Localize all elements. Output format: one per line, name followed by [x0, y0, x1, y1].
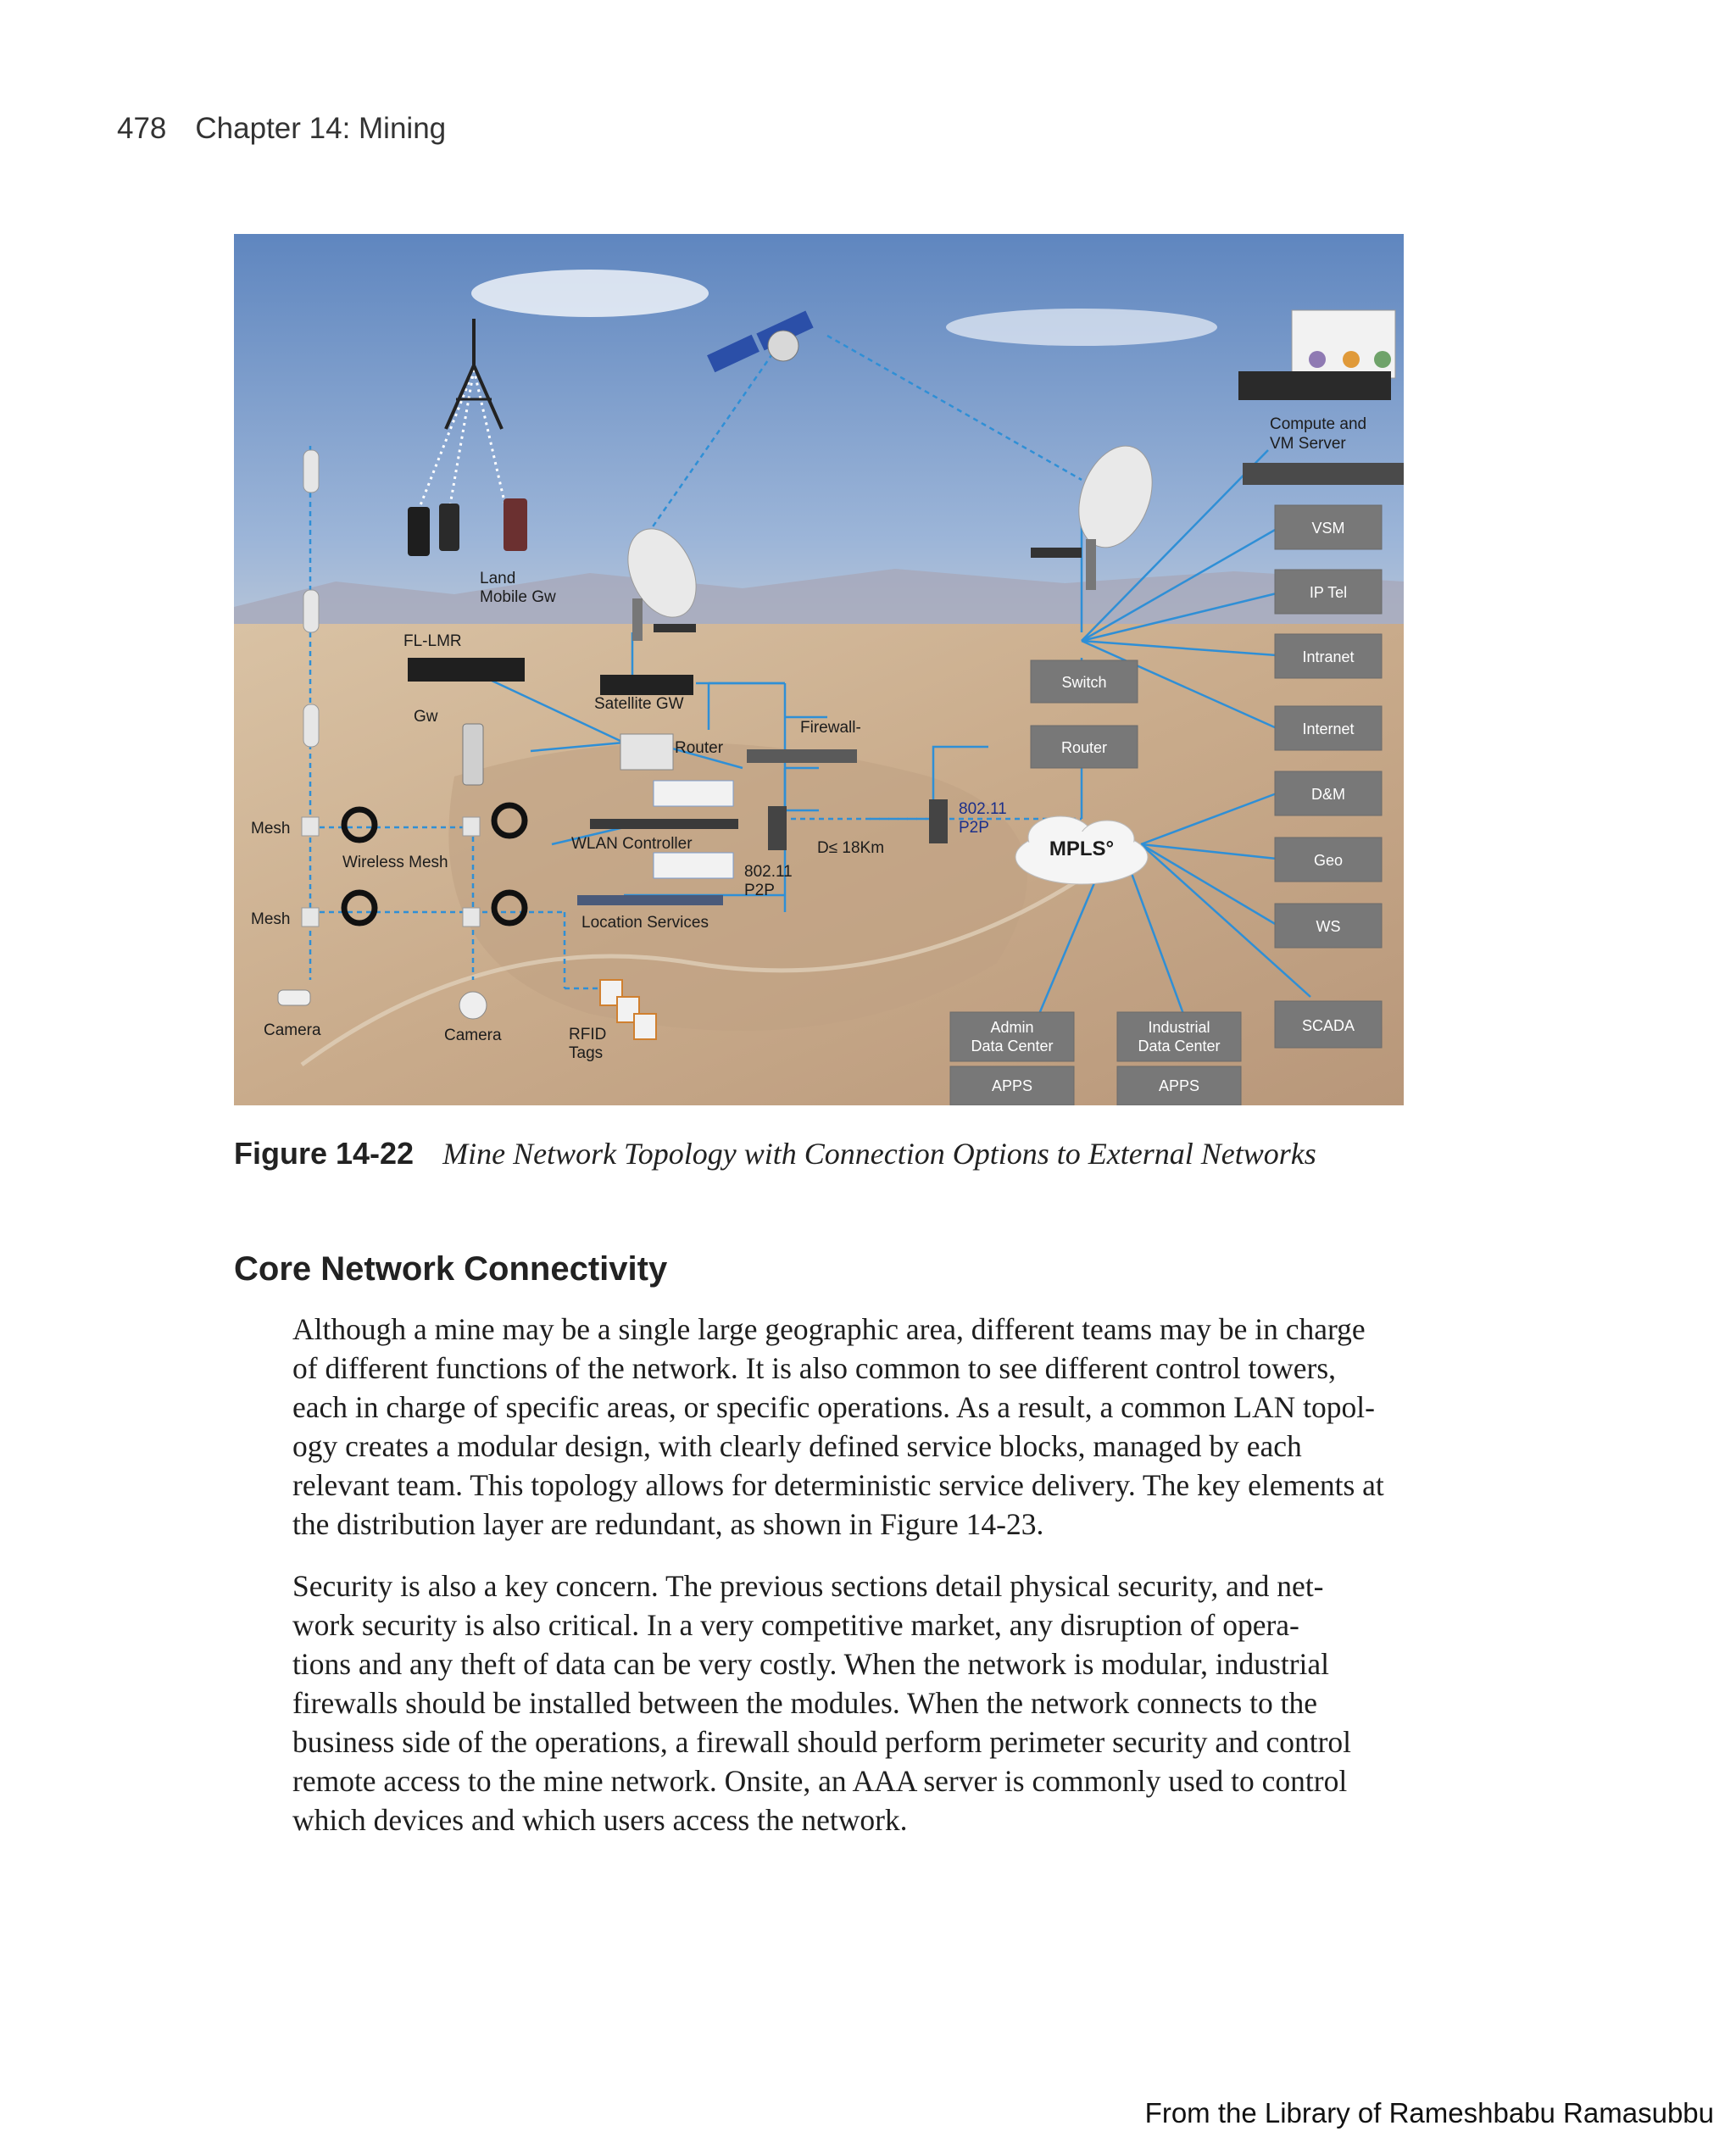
running-head [117, 112, 446, 146]
land-mobile-gw-label: Land [480, 570, 516, 587]
text-line: of different functions of the network. It is also common to see different control towers, [292, 1351, 1337, 1385]
camera-label-2: Camera [444, 1027, 502, 1044]
industrial-data-center [1117, 1012, 1241, 1105]
text-line: which devices and which users access the network. [292, 1803, 908, 1837]
p2p-left-label: 802.11 [744, 863, 793, 881]
wlan-rack-device [590, 819, 738, 829]
firewall-device [747, 749, 857, 763]
router-device [620, 734, 673, 770]
svg-text:Industrial: Industrial [1148, 1019, 1210, 1036]
service-internet [1275, 706, 1382, 750]
wlan-controller-2-device [654, 853, 733, 878]
cloud [946, 309, 1217, 346]
svg-text:D&M: D&M [1311, 786, 1345, 803]
service-intranet [1275, 634, 1382, 678]
figure-caption [234, 1136, 1316, 1171]
svg-text:VSM: VSM [1311, 520, 1345, 537]
compute-server-label: VM Server [1270, 435, 1346, 453]
router-label: Router [675, 739, 724, 757]
p2p-right-label: P2P [959, 819, 989, 837]
network-topology-figure [234, 234, 1404, 1105]
gw-label: Gw [414, 708, 438, 726]
text-line: remote access to the mine network. Onsite, an AAA server is commonly used to control [292, 1764, 1348, 1798]
fl-lmr-label: FL-LMR [403, 632, 462, 650]
text-line: work security is also critical. In a very competitive market, any disruption of opera- [292, 1608, 1299, 1642]
text-line: firewalls should be installed between the modules. When the network connects to the [292, 1686, 1317, 1720]
svg-text:Data Center: Data Center [1138, 1038, 1221, 1055]
text-line: tions and any theft of data can be very costly. When the network is modular, industrial [292, 1647, 1329, 1681]
svg-text:Data Center: Data Center [971, 1038, 1054, 1055]
location-server-device [577, 895, 723, 905]
section-heading: Core Network Connectivity [234, 1250, 668, 1288]
wireless-mesh-label: Wireless Mesh [342, 854, 448, 871]
mesh-label-1: Mesh [251, 820, 291, 837]
text-line: the distribution layer are redundant, as shown in Figure 14-23. [292, 1507, 1044, 1541]
svg-text:IP Tel: IP Tel [1309, 584, 1348, 601]
p2p-right-label: 802.11 [959, 800, 1007, 818]
service-vsm [1275, 505, 1382, 549]
svg-text:Router: Router [1060, 739, 1108, 756]
text-line: each in charge of specific areas, or specific operations. As a result, a common LAN topol- [292, 1390, 1375, 1424]
library-footer: From the Library of Rameshbabu Ramasubbu [1144, 2097, 1714, 2129]
text-line: ogy creates a modular design, with clearly defined service blocks, managed by each [292, 1429, 1302, 1463]
service-geo [1275, 837, 1382, 882]
cloud [471, 270, 709, 317]
svg-text:APPS: APPS [1158, 1077, 1200, 1094]
svg-text:Switch: Switch [1061, 674, 1107, 691]
mesh-label-2: Mesh [251, 910, 291, 928]
figure-title: Mine Network Topology with Connection Options to External Networks [442, 1137, 1316, 1171]
service-scada [1275, 1001, 1382, 1048]
satellite-gw-device [600, 675, 693, 695]
switch-box [1031, 660, 1138, 703]
text-line: Security is also a key concern. The previous sections detail physical security, and net- [292, 1569, 1324, 1603]
paragraph-2 [292, 1566, 1445, 1839]
router-box [1031, 726, 1138, 768]
firewall-label: Firewall- [800, 719, 861, 737]
p2p-left-label: P2P [744, 882, 775, 899]
figure-number: Figure 14-22 [234, 1136, 415, 1171]
page-number: 478 [117, 112, 167, 145]
topology-diagram [234, 234, 1404, 1105]
svg-text:Intranet: Intranet [1302, 648, 1355, 665]
compute-server-label: Compute and [1270, 415, 1367, 433]
distance-label: D≤ 18Km [817, 839, 885, 857]
svg-text:Internet: Internet [1302, 721, 1355, 737]
paragraph-1 [292, 1310, 1445, 1544]
admin-data-center [950, 1012, 1074, 1105]
satellite-gw-label: Satellite GW [594, 695, 684, 713]
service-dm [1275, 771, 1382, 815]
svg-text:Geo: Geo [1313, 852, 1344, 869]
fl-lmr-device [408, 658, 525, 682]
svg-text:SCADA: SCADA [1301, 1017, 1355, 1034]
wlan-controller-label: WLAN Controller [571, 835, 693, 853]
text-line: Although a mine may be a single large geographic area, different teams may be in charge [292, 1312, 1366, 1346]
p2p-antenna-right [929, 799, 948, 843]
p2p-antenna-left [768, 806, 787, 850]
camera-label-1: Camera [264, 1021, 321, 1039]
service-ws [1275, 904, 1382, 948]
wlan-controller-device [654, 781, 733, 806]
text-line: relevant team. This topology allows for deterministic service delivery. The key elements at [292, 1468, 1384, 1502]
svg-text:APPS: APPS [991, 1077, 1033, 1094]
service-ip-tel [1275, 570, 1382, 614]
location-services-label: Location Services [581, 914, 709, 932]
rfid-tags-label: Tags [569, 1044, 604, 1062]
text-line: business side of the operations, a firewall should perform perimeter security and control [292, 1725, 1352, 1759]
land-mobile-gw-label: Mobile Gw [480, 588, 556, 606]
svg-text:Admin: Admin [990, 1019, 1034, 1036]
chapter-title: Chapter 14: Mining [195, 112, 447, 145]
rfid-tags-label: RFID [569, 1026, 607, 1043]
svg-text:MPLS°: MPLS° [1049, 837, 1115, 860]
open-pit [448, 743, 1027, 1031]
svg-text:WS: WS [1316, 918, 1341, 935]
